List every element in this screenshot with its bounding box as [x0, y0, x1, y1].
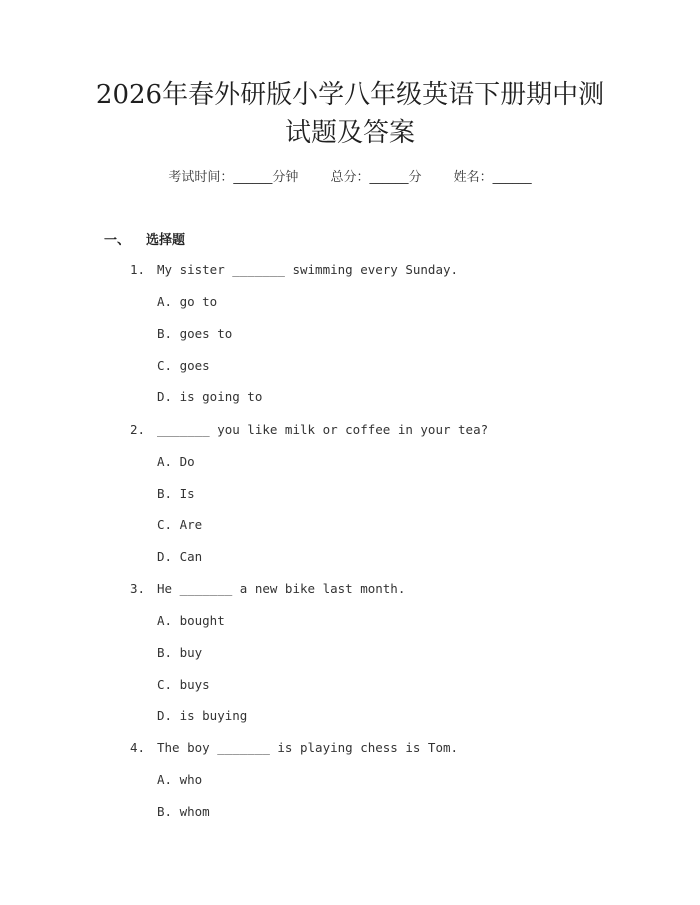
question-number: 2. — [130, 422, 146, 437]
option: A. who — [157, 772, 203, 787]
question-text: _______ you like milk or coffee in your tea? — [157, 422, 489, 437]
option: D. Can — [157, 549, 203, 564]
question-text: He _______ a new bike last month. — [157, 581, 406, 596]
option: B. Is — [157, 486, 195, 501]
question-number: 1. — [130, 262, 146, 277]
option: C. Are — [157, 517, 203, 532]
question-number: 4. — [130, 740, 146, 755]
option: B. whom — [157, 804, 210, 819]
title-line-1: 2026年春外研版小学八年级英语下册期中测 — [95, 80, 605, 110]
option: C. goes — [157, 358, 210, 373]
question-1 — [130, 262, 458, 277]
exam-time: 考试时间：______分钟 — [168, 170, 299, 185]
exam-meta — [0, 166, 700, 185]
option: B. goes to — [157, 326, 233, 341]
option: A. go to — [157, 294, 218, 309]
question-number: 3. — [130, 581, 146, 596]
question-4 — [130, 740, 458, 755]
option: C. buys — [157, 677, 210, 692]
section-heading — [104, 229, 185, 248]
question-text: The boy _______ is playing chess is Tom. — [157, 740, 459, 755]
question-text: My sister _______ swimming every Sunday. — [157, 262, 459, 277]
option: A. bought — [157, 613, 225, 628]
section-title: 选择题 — [146, 233, 186, 248]
page-title — [60, 76, 640, 152]
exam-name: 姓名：______ — [453, 170, 532, 185]
option: D. is buying — [157, 708, 248, 723]
section-number: 一、 — [104, 233, 131, 248]
option: B. buy — [157, 645, 203, 660]
question-3 — [130, 581, 405, 596]
title-line-2: 试题及答案 — [284, 118, 415, 148]
question-2 — [130, 422, 488, 437]
option: D. is going to — [157, 389, 263, 404]
exam-score: 总分：______分 — [330, 170, 422, 185]
option: A. Do — [157, 454, 195, 469]
